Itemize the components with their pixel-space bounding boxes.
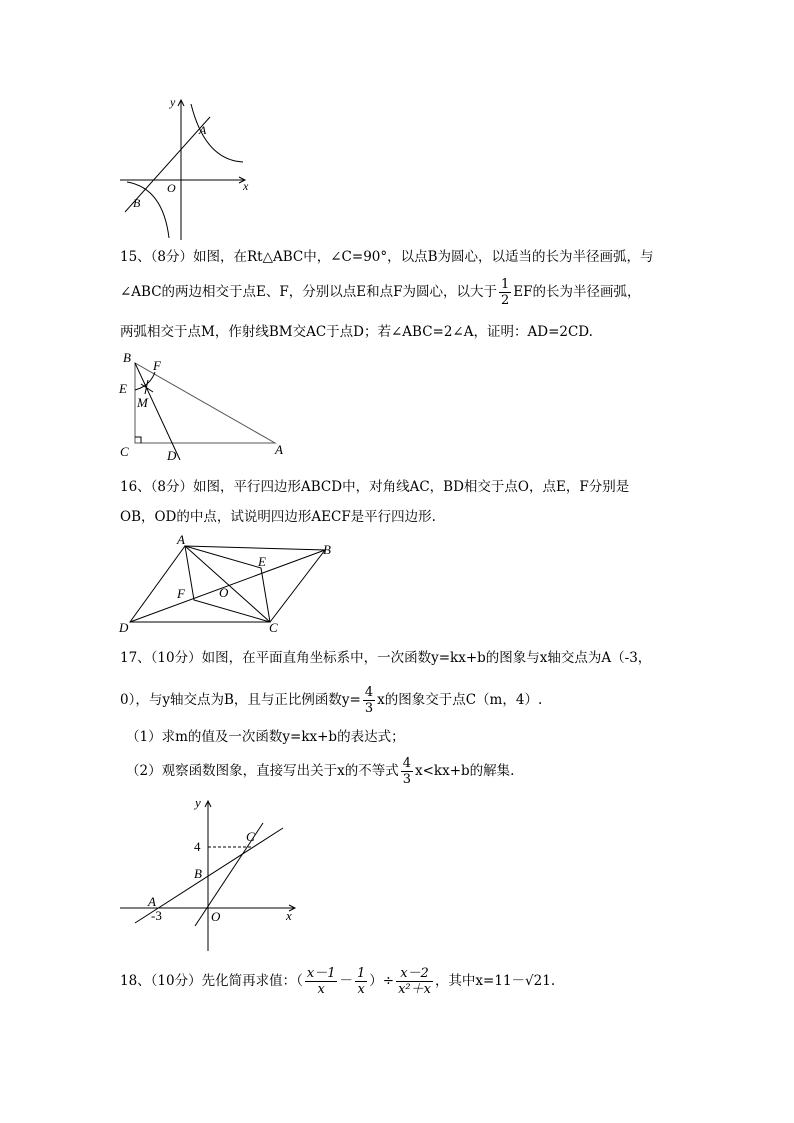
q18-frac2-num: 1 — [356, 966, 366, 981]
q18-frac1-num: x－1 — [306, 966, 336, 981]
q15-line2-end: EF的长为半径画弧， — [513, 284, 641, 300]
q17-sub2-fraction-den: 3 — [402, 772, 411, 787]
fig14-label-y: y — [170, 95, 176, 109]
q15-fraction — [499, 277, 511, 308]
q15-line1: 15、（8分）如图，在Rt△ABC中，∠C=90°，以点B为圆心，以适当的长为半径画弧，与 — [120, 249, 654, 265]
q18-frac3-den: x²＋x — [398, 982, 431, 997]
fig15-label-b: B — [123, 350, 131, 365]
q17-sub2-end: x<kx+b的解集. — [414, 763, 515, 779]
q17-sub2-fraction — [401, 756, 413, 787]
fig16-parallelogram — [115, 534, 345, 636]
q15-line2 — [120, 273, 641, 311]
fig14-label-a: A — [199, 123, 207, 137]
fig17-label-y: y — [195, 795, 201, 810]
q17-sub1: （1）求m的值及一次函数y=kx+b的表达式； — [126, 729, 405, 745]
fig16-label-d: D — [119, 620, 129, 635]
fig16-label-e: E — [258, 554, 266, 569]
q18-minus: － — [339, 973, 353, 989]
fig14-label-x: x — [243, 179, 249, 193]
q18-frac2 — [355, 966, 367, 997]
q17-sub2 — [126, 752, 514, 790]
q18-frac3 — [396, 966, 433, 997]
q17-line2-end: x的图象交于点C（m，4）. — [377, 692, 543, 708]
q15-line2-start: ∠ABC的两边相交于点E、F，分别以点E和点F为圆心，以大于 — [120, 284, 498, 300]
fig17-coordinate-graph — [115, 793, 305, 953]
fig15-label-a: A — [275, 442, 283, 457]
q15-line3: 两弧相交于点M，作射线BM交AC于点D；若∠ABC=2∠A，证明：AD=2CD. — [120, 324, 593, 340]
q15-fraction-num: 1 — [501, 277, 510, 292]
q17-line2-start: 0），与y轴交点为B，且与正比例函数y= — [120, 692, 361, 708]
fig16-label-f: F — [177, 586, 185, 601]
q16-line1: 16、（8分）如图，平行四边形ABCD中，对角线AC，BD相交于点O，点E，F分别是 — [120, 479, 630, 495]
fig17-label-x: x — [286, 908, 292, 923]
fig15-ray-bm — [135, 363, 180, 460]
fig14-coordinate-graph — [115, 92, 255, 242]
fig16-label-c: C — [269, 620, 278, 635]
q18-close-div: ）÷ — [369, 973, 395, 989]
q15-fraction-den: 2 — [501, 293, 510, 308]
q17-fraction — [363, 685, 375, 716]
fig15-right-angle-mark — [135, 437, 141, 443]
fig14-hyperbola-branch-2 — [127, 182, 169, 238]
q18-frac1 — [305, 966, 338, 997]
q17-fraction-num: 4 — [364, 685, 374, 700]
fig15-triangle-abc — [135, 363, 275, 443]
fig15-arc-ef — [135, 372, 155, 390]
fig15-label-f: F — [153, 358, 161, 373]
fig17-label-o: O — [211, 909, 221, 924]
fig16-label-o: O — [219, 585, 229, 600]
fig17-label-4: 4 — [194, 839, 201, 854]
q18-frac3-num: x－2 — [396, 966, 433, 982]
fig16-label-b: B — [323, 542, 331, 557]
q18-tail: ，其中x=11－√21. — [434, 973, 556, 989]
q16-line2: OB，OD的中点，试说明四边形AECF是平行四边形. — [120, 509, 436, 525]
fig16-label-a: A — [177, 534, 185, 547]
q18-line — [120, 962, 555, 1000]
fig14-label-o: O — [167, 181, 176, 195]
fig17-label-neg3: -3 — [151, 908, 162, 923]
fig15-label-m: M — [137, 395, 148, 410]
q17-fraction-den: 3 — [364, 701, 374, 716]
fig17-label-a: A — [148, 894, 156, 909]
fig15-triangle — [115, 348, 295, 466]
fig14-label-b: B — [133, 196, 141, 210]
q18-frac2-den: x — [357, 982, 365, 997]
fig17-label-b: B — [194, 866, 202, 881]
q17-line1: 17、（10分）如图，在平面直角坐标系中，一次函数y=kx+b的图象与x轴交点为A（-3， — [120, 650, 652, 666]
fig15-label-d: D — [167, 448, 177, 463]
fig15-label-e: E — [119, 381, 127, 396]
fig17-label-c: C — [246, 829, 255, 844]
fig15-label-c: C — [120, 444, 129, 459]
q18-frac1-den: x — [317, 982, 325, 997]
q17-sub2-fraction-num: 4 — [402, 756, 411, 771]
q17-line2 — [120, 682, 542, 718]
q18-label: 18、（10分）先化简再求值：（ — [120, 973, 303, 989]
q17-sub2-start: （2）观察函数图象，直接写出关于x的不等式 — [126, 763, 399, 779]
